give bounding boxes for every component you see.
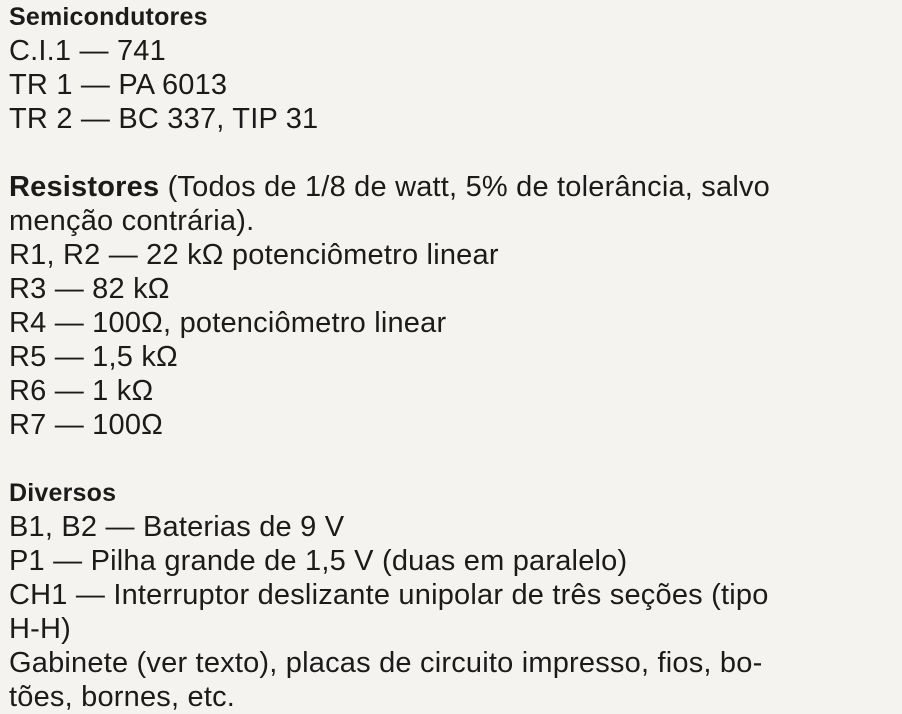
diversos-item: H-H) — [9, 613, 72, 645]
diversos-item: CH1 — Interruptor deslizante unipolar de três seções (tipo — [9, 579, 769, 611]
resistor-item: R3 — 82 kΩ — [9, 273, 170, 305]
semicondutores-item: C.I.1 — 741 — [9, 35, 166, 67]
resistor-item: R4 — 100Ω, potenciômetro linear — [9, 307, 447, 339]
resistor-item: R7 — 100Ω — [9, 409, 164, 441]
resistores-heading: Resistores — [9, 171, 160, 203]
semicondutores-heading: Semicondutores — [9, 3, 208, 31]
semicondutores-item: TR 2 — BC 337, TIP 31 — [9, 103, 319, 135]
resistor-item: R6 — 1 kΩ — [9, 375, 154, 407]
diversos-item: P1 — Pilha grande de 1,5 V (duas em paralelo) — [9, 545, 628, 577]
diversos-heading: Diversos — [9, 479, 117, 507]
section-spacer — [9, 136, 894, 170]
semicondutores-item: TR 1 — PA 6013 — [9, 69, 228, 101]
parts-list — [9, 0, 894, 714]
diversos-item: Gabinete (ver texto), placas de circuito impresso, fios, bo- — [9, 647, 763, 679]
resistores-note-line1: (Todos de 1/8 de watt, 5% de tolerância, salvo — [159, 171, 771, 203]
section-spacer — [9, 442, 894, 476]
resistor-item: R5 — 1,5 kΩ — [9, 341, 178, 373]
diversos-item: tões, bornes, etc. — [9, 681, 236, 713]
resistores-note-line2: menção contrária). — [9, 205, 255, 237]
diversos-item: B1, B2 — Baterias de 9 V — [9, 511, 345, 543]
resistor-item: R1, R2 — 22 kΩ potenciômetro linear — [9, 239, 499, 271]
resistores-intro — [9, 170, 894, 204]
